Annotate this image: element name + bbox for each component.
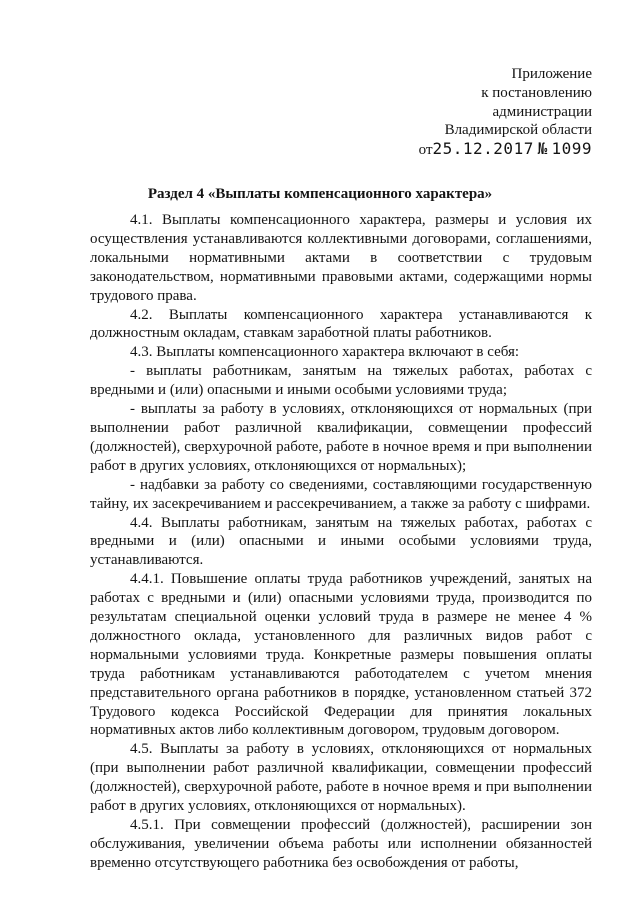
decree-date-stamp: 25.12.2017 — [432, 139, 534, 159]
paragraph-4-2: 4.2. Выплаты компенсационного характера устанавливаются к должностным окладам, ставкам заработной платы работников. — [90, 306, 592, 342]
paragraph-4-3: 4.3. Выплаты компенсационного характера включают в себя: — [130, 344, 520, 361]
appendix-line-3: администрации — [492, 103, 592, 120]
date-prefix: от — [418, 142, 433, 159]
list-item-state-secret-allowance: - надбавки за работу со сведениями, составляющими государственную тайну, их засекречиванием и рассекречиванием, а также за работу с шифрами. — [90, 476, 592, 512]
paragraph-4-1: 4.1. Выплаты компенсационного характера, размеры и условия их осуществления устанавливаются коллективными договорами, соглашениями, локальными нормативными актами в соответствии с трудовым законодательством, нормативными правовыми актами, содержащими нормы трудового права. — [90, 212, 592, 304]
paragraph-4-4: 4.4. Выплаты работникам, занятым на тяжелых работах, работах с вредными и (или) опасными и иными особыми условиями труда, устанавливаются. — [90, 514, 592, 569]
paragraph-4-4-1: 4.4.1. Повышение оплаты труда работников учреждений, занятых на работах с вредными и (или) опасными условиями труда, производится по результатам специальной оценки условий труда в размере не менее 4 % должностного оклада, установленного для различных видов работ с нормальными условиями труда. Конкретные размеры повышения оплаты труда работникам устанавливаются работодателем с учетом мнения представительного органа работников в порядке, установленном статьей 372 Трудового кодекса Российской Федерации для принятия локальных нормативных актов либо коллективным договором, трудовым договором. — [90, 571, 592, 739]
list-item-hazardous-work: - выплаты работникам, занятым на тяжелых работах, работах с вредными и (или) опасными и иными особыми условиями труда; — [90, 363, 592, 399]
appendix-line-4: Владимирской области — [444, 122, 592, 139]
list-item-abnormal-conditions: - выплаты за работу в условиях, отклоняющихся от нормальных (при выполнении работ различной квалификации, совмещении профессий (должностей), сверхурочной работе, работе в ночное время и при выполнении работ в других условиях, отклоняющихся от нормальных); — [90, 401, 592, 474]
number-sign: № — [537, 139, 548, 159]
paragraph-4-5: 4.5. Выплаты за работу в условиях, отклоняющихся от нормальных (при выполнении работ различной квалификации, совмещении профессий (должностей), сверхурочной работе, работе в ночное время и при выполнении работ в других условиях, отклоняющихся от нормальных). — [90, 741, 592, 815]
paragraph-4-5-1: 4.5.1. При совмещении профессий (должностей), расширении зон обслуживания, увеличении объема работы или исполнении обязанностей временно отсутствующего работника без освобождения от работы, — [90, 817, 592, 871]
appendix-line-1: Приложение — [511, 66, 592, 82]
appendix-header — [419, 65, 592, 160]
decree-date-line — [419, 140, 592, 160]
section-title: Раздел 4 «Выплаты компенсационного характера» — [147, 186, 493, 202]
decree-number-stamp: 1099 — [551, 139, 592, 159]
document-body — [90, 211, 592, 873]
appendix-line-2: к постановлению — [481, 84, 592, 101]
